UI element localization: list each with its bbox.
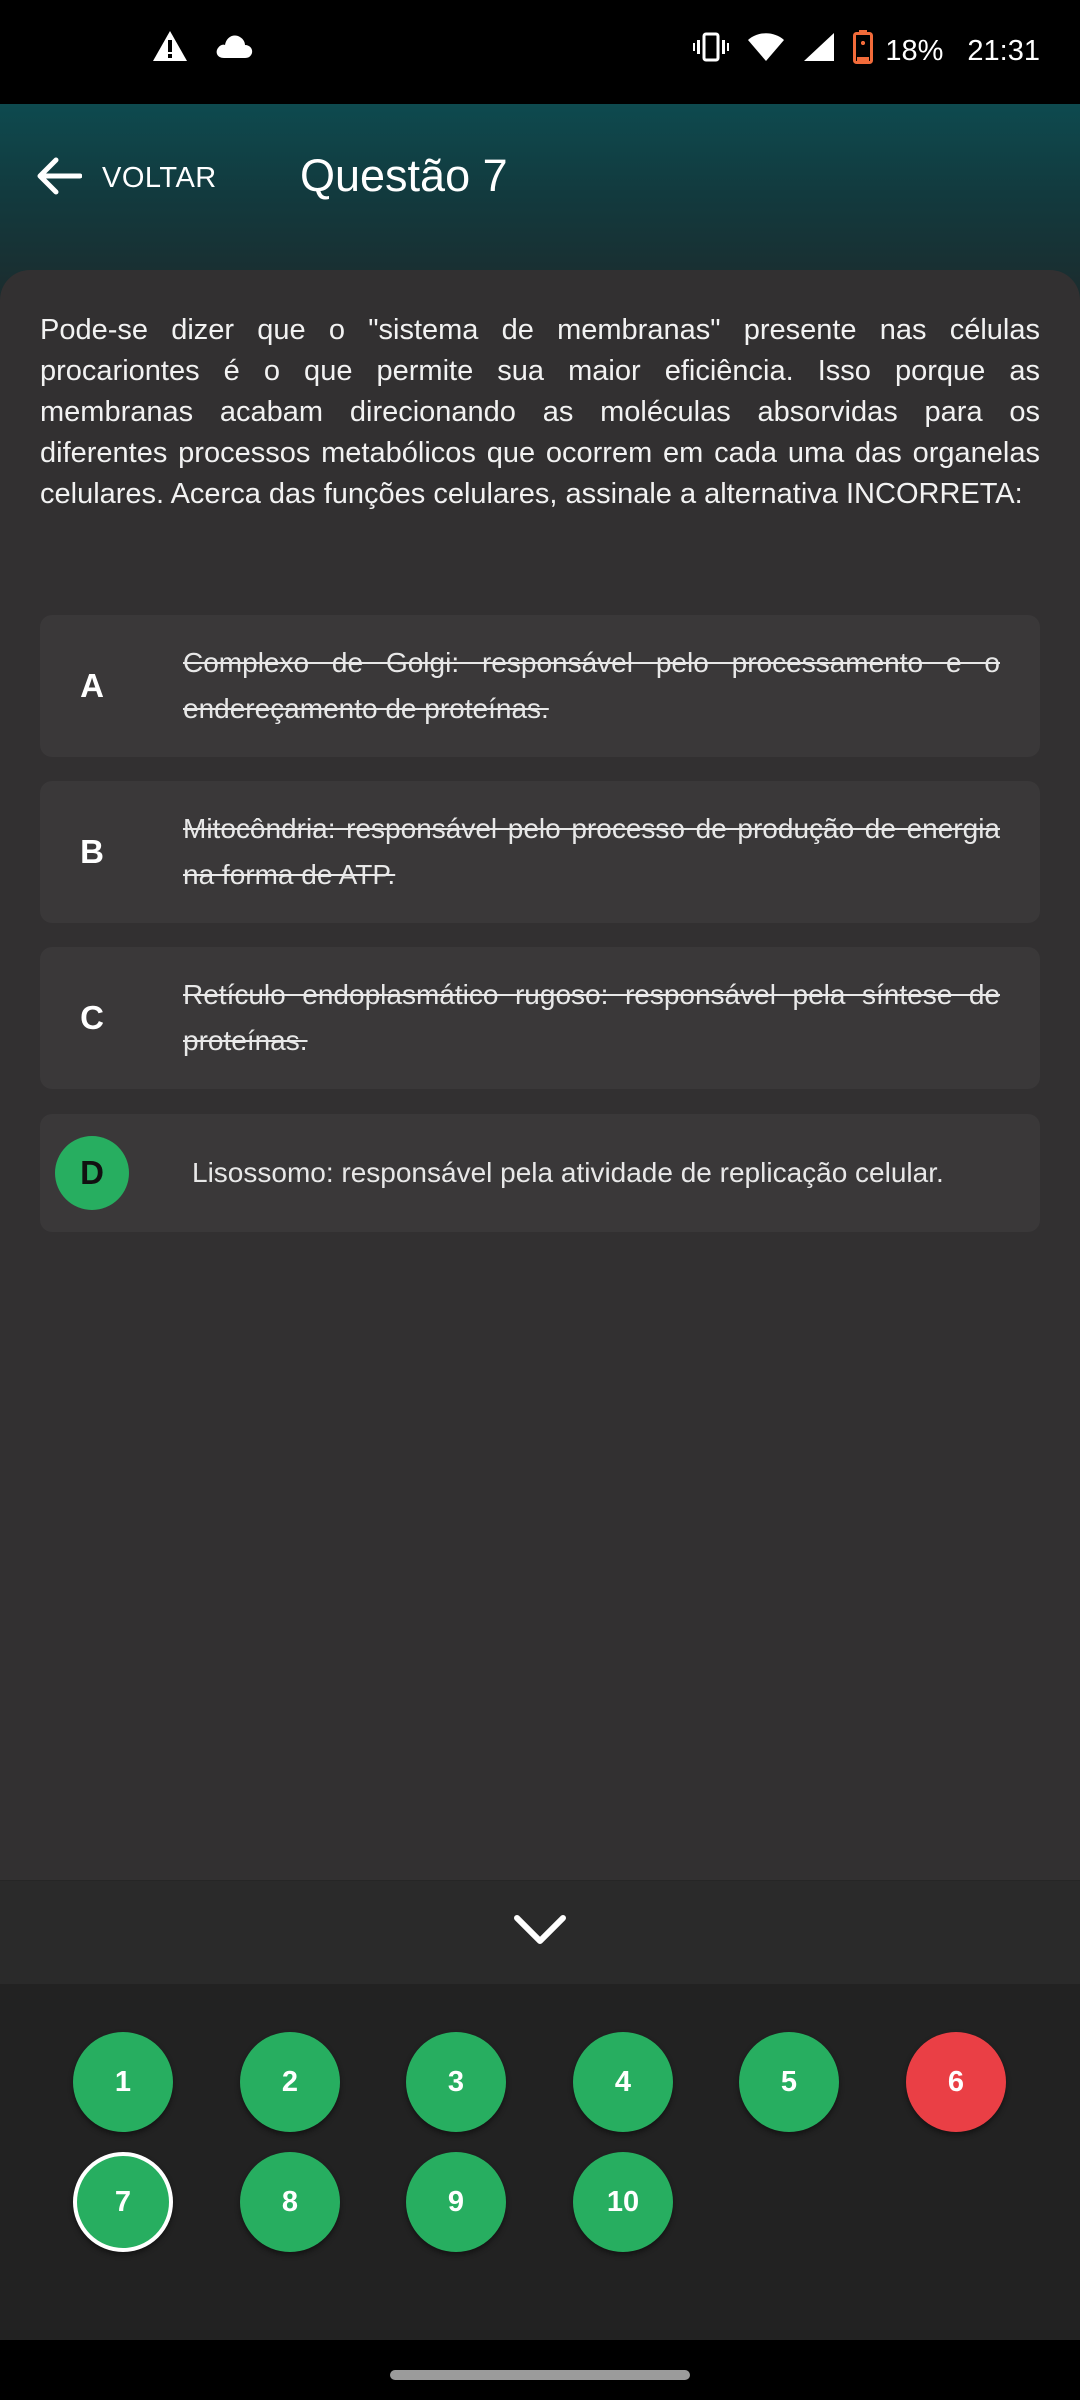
wifi-icon bbox=[747, 32, 785, 70]
clock: 21:31 bbox=[967, 34, 1040, 67]
option-text: Mitocôndria: responsável pelo processo de produção de energia na forma de ATP. bbox=[183, 813, 1000, 890]
question-button-9[interactable]: 9 bbox=[406, 2152, 506, 2252]
home-indicator[interactable] bbox=[390, 2370, 690, 2380]
battery-percentage: 18% bbox=[885, 34, 944, 67]
question-card bbox=[0, 270, 1080, 1880]
signal-icon bbox=[803, 32, 835, 70]
option-b[interactable] bbox=[40, 781, 1040, 923]
cloud-icon bbox=[214, 32, 254, 65]
question-button-2[interactable]: 2 bbox=[240, 2032, 340, 2132]
question-button-3[interactable]: 3 bbox=[406, 2032, 506, 2132]
warning-icon bbox=[152, 30, 188, 67]
option-a[interactable] bbox=[40, 615, 1040, 757]
question-button-1[interactable]: 1 bbox=[73, 2032, 173, 2132]
arrow-left-icon bbox=[36, 156, 82, 201]
chevron-down-icon bbox=[514, 1914, 566, 1951]
back-button[interactable] bbox=[36, 148, 217, 208]
status-bar bbox=[0, 0, 1080, 104]
question-text: Pode-se dizer que o "sistema de membranas" presente nas células procariontes é o que permite sua maior eficiência. Isso porque as membranas acabam direcionando as moléculas absorvidas para os diferentes processos metabólicos que ocorrem em cada uma das organelas celulares. Acerca das funções celulares, assinale a alternativa INCORRETA: bbox=[40, 314, 1040, 510]
question-button-4[interactable]: 4 bbox=[573, 2032, 673, 2132]
battery-icon bbox=[853, 30, 873, 72]
system-nav-bar bbox=[0, 2340, 1080, 2400]
status-left bbox=[152, 30, 254, 67]
option-text: Retículo endoplasmático rugoso: responsável pela síntese de proteínas. bbox=[183, 979, 1000, 1056]
question-button-5[interactable]: 5 bbox=[739, 2032, 839, 2132]
question-button-6[interactable]: 6 bbox=[906, 2032, 1006, 2132]
option-letter: C bbox=[80, 999, 104, 1036]
option-letter: B bbox=[80, 833, 104, 870]
vibrate-icon bbox=[693, 32, 729, 70]
option-text: Complexo de Golgi: responsável pelo processamento e o endereçamento de proteínas. bbox=[183, 647, 1000, 724]
question-button-8[interactable]: 8 bbox=[240, 2152, 340, 2252]
status-right bbox=[693, 30, 1040, 72]
back-label: VOLTAR bbox=[102, 161, 217, 194]
page-title: Questão 7 bbox=[300, 150, 508, 201]
collapse-toggle[interactable] bbox=[0, 1880, 1080, 1984]
question-button-10[interactable]: 10 bbox=[573, 2152, 673, 2252]
option-letter: A bbox=[80, 667, 104, 704]
question-button-7[interactable]: 7 bbox=[73, 2152, 173, 2252]
question-navigator bbox=[0, 1984, 1080, 2340]
option-letter-selected: D bbox=[55, 1136, 129, 1210]
option-d[interactable] bbox=[40, 1114, 1040, 1232]
option-c[interactable] bbox=[40, 947, 1040, 1089]
option-text: Lisossomo: responsável pela atividade de replicação celular. bbox=[192, 1157, 944, 1188]
